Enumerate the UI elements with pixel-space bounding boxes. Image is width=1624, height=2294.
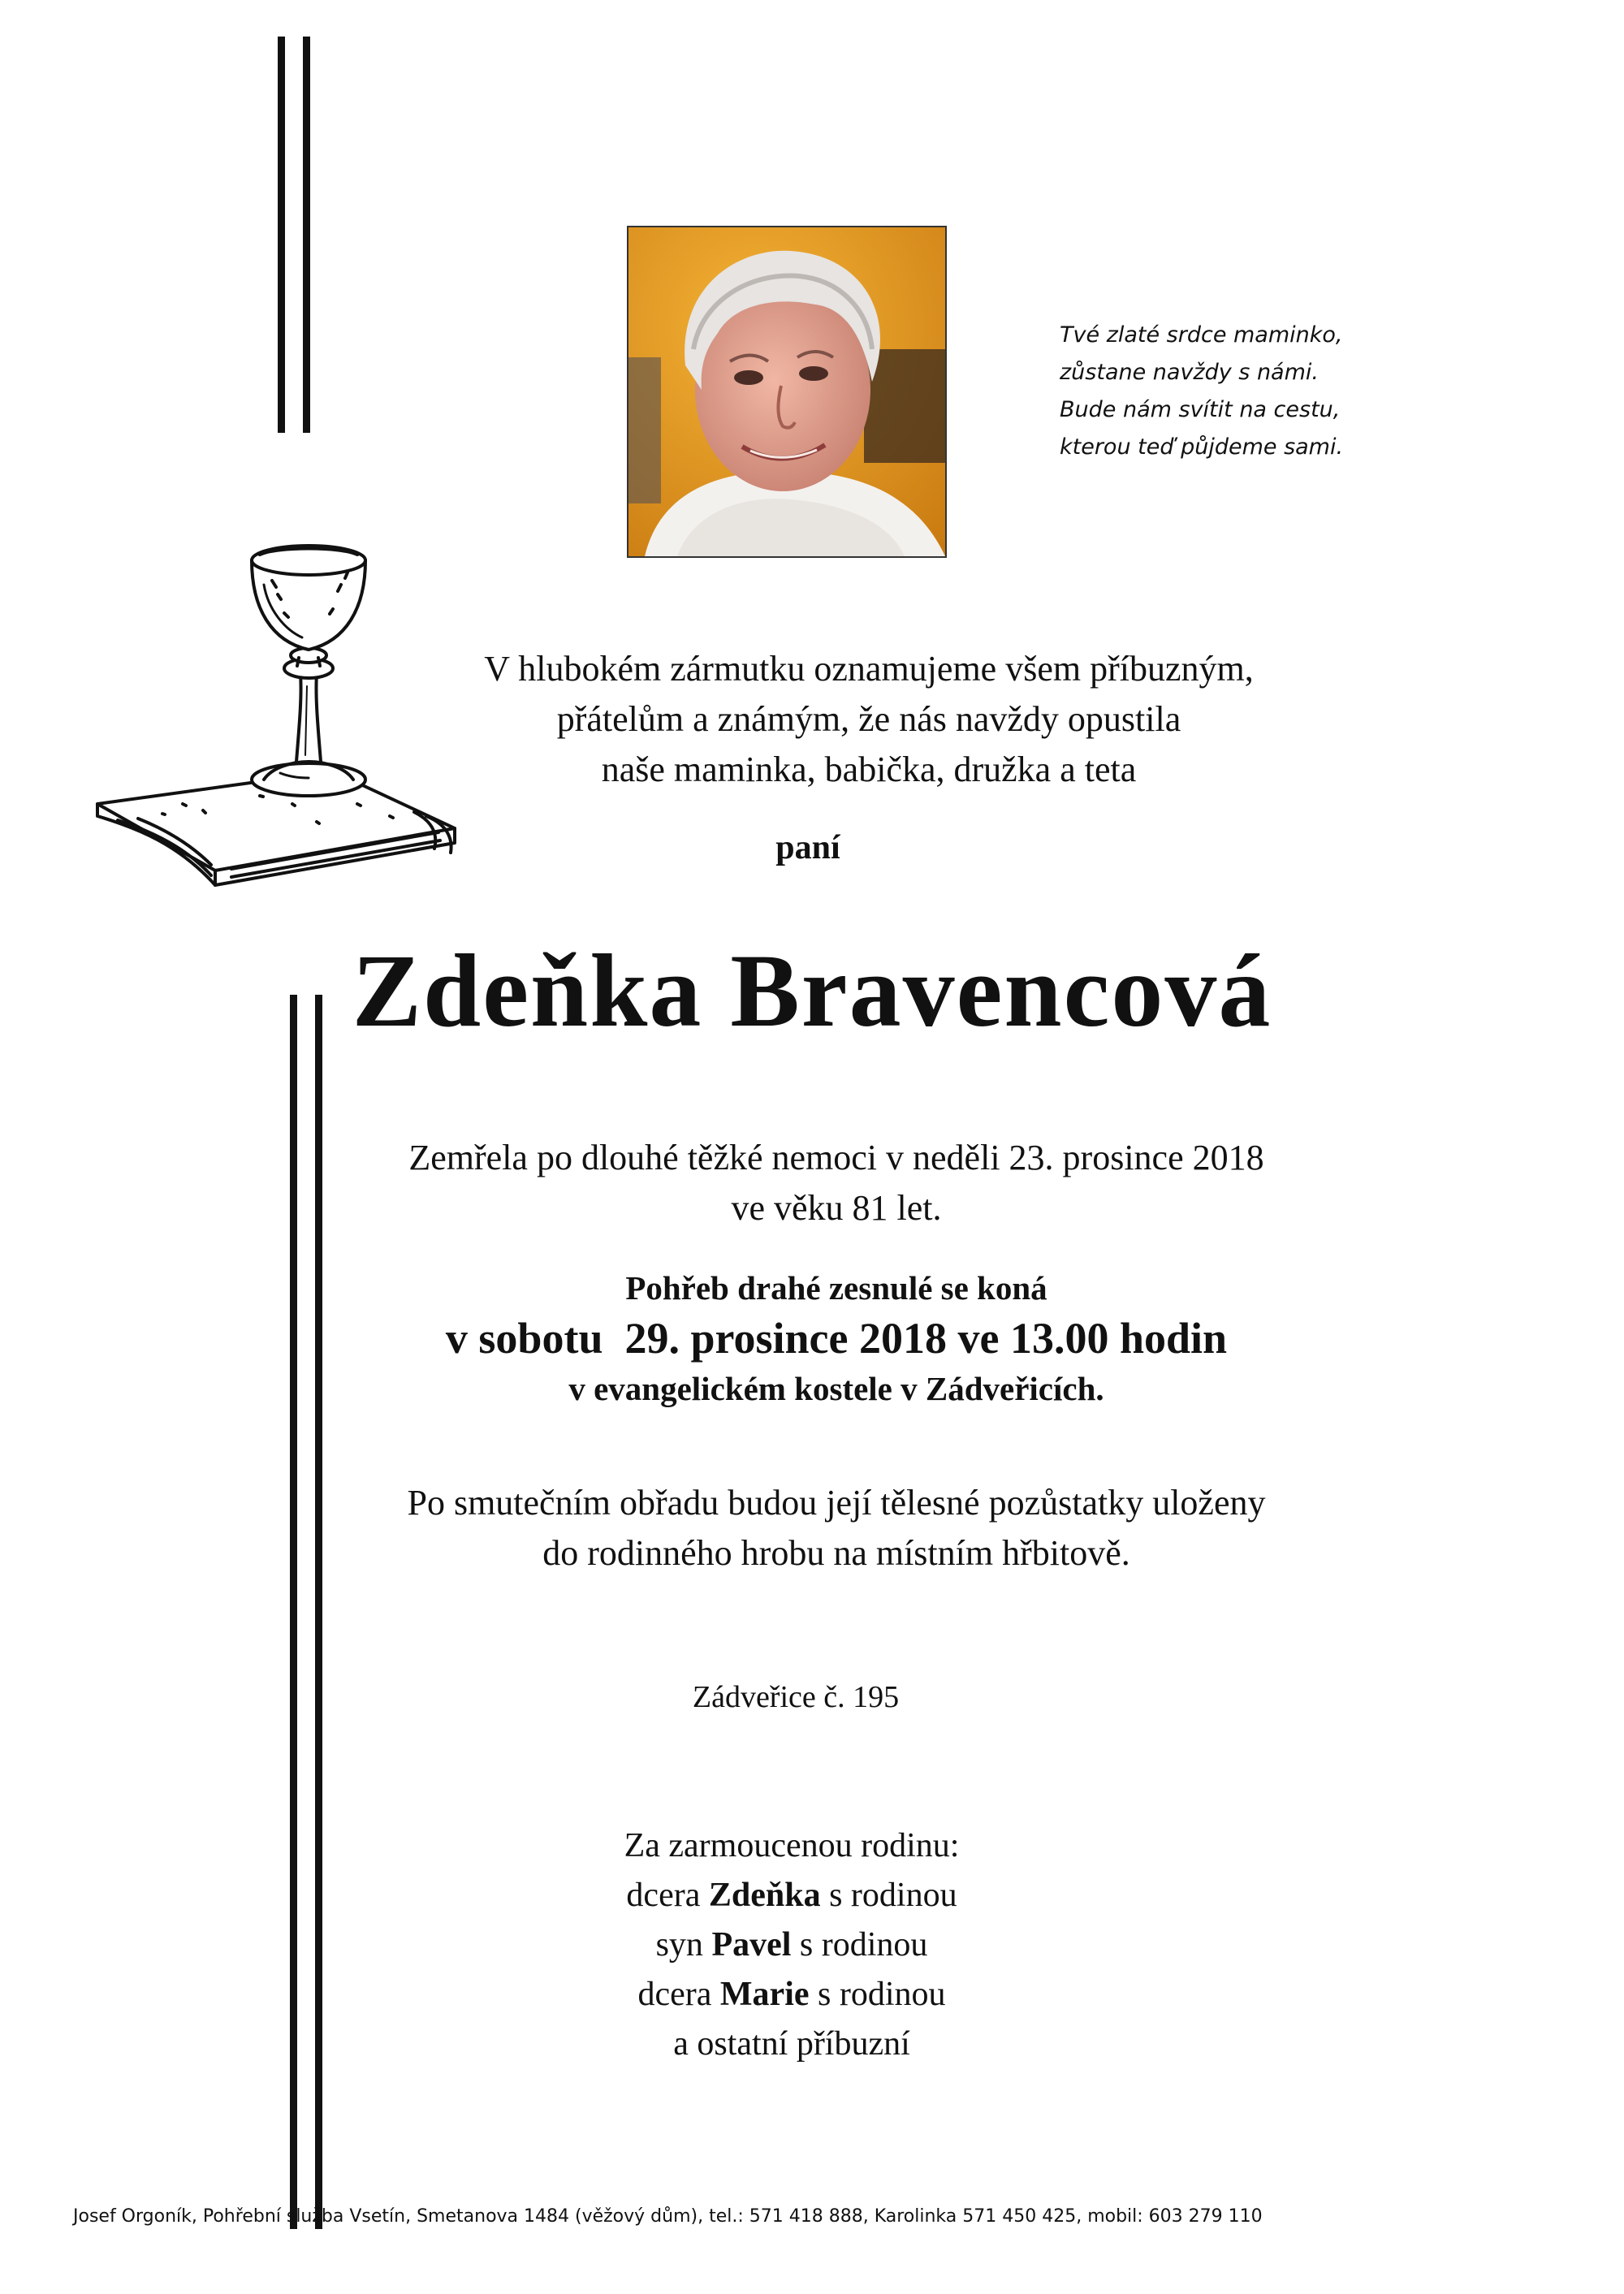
relation: syn bbox=[655, 1926, 712, 1964]
funeral-place: v evangelickém kostele v Zádveřicích. bbox=[568, 1370, 1104, 1407]
mourning-line-top-right bbox=[303, 37, 310, 433]
family-member bbox=[487, 1871, 1096, 1920]
family-heading: Za zarmoucenou rodinu: bbox=[624, 1827, 960, 1864]
burial-line: do rodinného hrobu na místním hřbitově. bbox=[542, 1533, 1130, 1573]
quote-line: Bude nám svítit na cestu, bbox=[1060, 397, 1341, 422]
quote-line: Tvé zlaté srdce maminko, bbox=[1060, 322, 1343, 348]
family-member bbox=[487, 1970, 1096, 2020]
quote-line: zůstane navždy s námi. bbox=[1060, 360, 1319, 385]
member-name: Zdeňka bbox=[708, 1877, 821, 1914]
burial-line: Po smutečním obřadu budou její tělesné pozůstatky uloženy bbox=[407, 1483, 1266, 1523]
mourning-line-bottom-left bbox=[290, 995, 297, 2229]
relation-suffix: s rodinou bbox=[820, 1877, 957, 1914]
mourning-line-top-left bbox=[278, 37, 285, 433]
relation: dcera bbox=[637, 1976, 720, 2013]
death-line: ve věku 81 let. bbox=[731, 1188, 942, 1228]
family-closing: a ostatní příbuzní bbox=[673, 2025, 910, 2063]
relation: dcera bbox=[626, 1877, 709, 1914]
announcement-line: naše maminka, babička, družka a teta bbox=[601, 750, 1137, 789]
death-line: Zemřela po dlouhé těžké nemoci v neděli 23. prosince 2018 bbox=[408, 1138, 1264, 1177]
memorial-quote bbox=[1060, 317, 1433, 466]
burial-details bbox=[309, 1478, 1364, 1579]
portrait-photo bbox=[627, 226, 947, 558]
family-signature bbox=[487, 1821, 1096, 2069]
quote-line: kterou teď půjdeme sami. bbox=[1060, 434, 1344, 460]
relation-suffix: s rodinou bbox=[809, 1976, 946, 2013]
portrait-image bbox=[628, 227, 945, 556]
announcement-line: přátelům a známým, že nás navždy opustila bbox=[556, 699, 1181, 739]
death-details bbox=[309, 1133, 1364, 1233]
deceased-name: Zdeňka Bravencová bbox=[352, 933, 1272, 1048]
member-name: Marie bbox=[719, 1976, 810, 2013]
relation-suffix: s rodinou bbox=[791, 1926, 928, 1964]
funeral-service-footer: Josef Orgoník, Pohřební služba Vsetín, Smetanova 1484 (věžový dům), tel.: 571 418 888, Karolinka 571 450 425, mobil: 603 279 110 bbox=[73, 2206, 1263, 2227]
funeral-line: Pohřeb drahé zesnulé se koná bbox=[625, 1269, 1047, 1307]
announcement-text bbox=[341, 644, 1397, 795]
family-address: Zádveřice č. 195 bbox=[692, 1680, 900, 1714]
funeral-date: v sobotu 29. prosince 2018 ve 13.00 hodin bbox=[445, 1314, 1228, 1363]
honorific: paní bbox=[775, 829, 840, 866]
announcement-line: V hlubokém zármutku oznamujeme všem příbuzným, bbox=[484, 649, 1254, 689]
member-name: Pavel bbox=[711, 1926, 792, 1964]
funeral-details bbox=[309, 1263, 1364, 1414]
family-member bbox=[487, 1920, 1096, 1970]
